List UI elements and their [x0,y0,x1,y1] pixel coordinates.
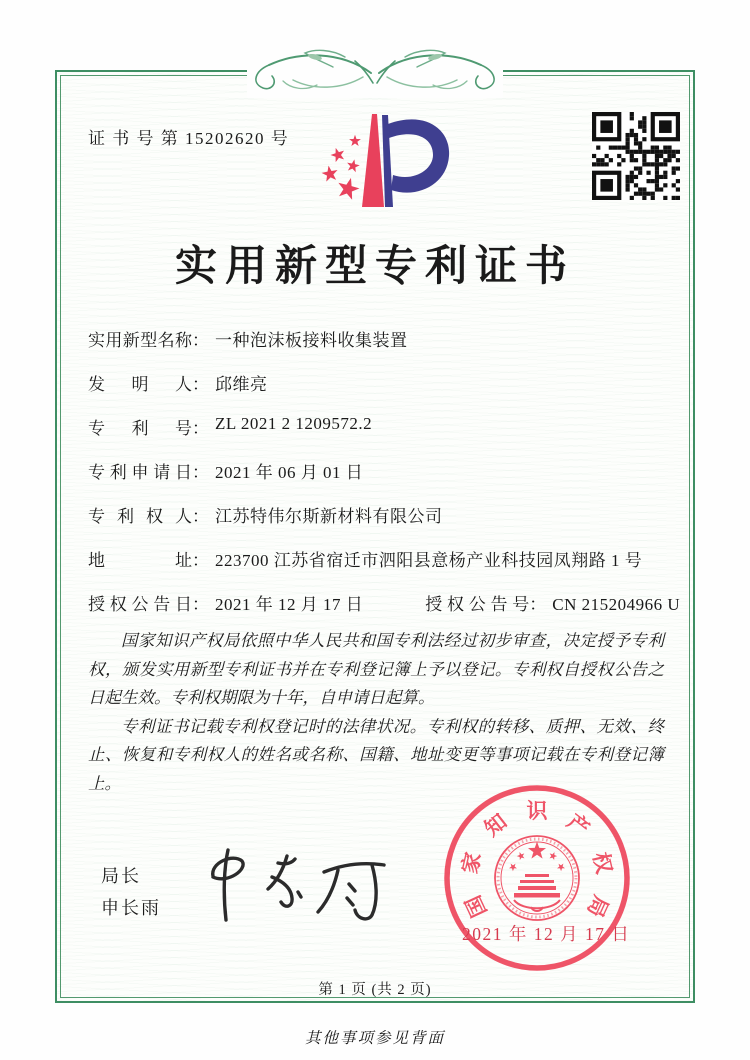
legal-paragraph-1: 国家知识产权局依照中华人民共和国专利法经过初步审查，决定授予专利权，颁发实用新型专利证书并在专利登记簿上予以登记。专利权自授权公告之日起生效。专利权期限为十年，自申请日起算。 [88,631,664,708]
director-name: 申长雨 [101,898,161,918]
page-number: 第 1 页 (共 2 页) [318,982,432,998]
seal-char: 局 [582,891,614,921]
seal-char: 权 [588,849,617,876]
field-row-filing-date: 专利申请日 ： 2021 年 06 月 01 日 [88,458,668,502]
field-value: 2021 年 06 月 01 日 [215,463,364,482]
field-value: ZL 2021 2 1209572.2 [215,414,373,433]
floral-flourish-icon [247,44,503,98]
handwritten-signature-icon [198,836,396,928]
field-label: 地址 [88,551,192,570]
seal-char: 识 [526,799,548,823]
seal-char: 家 [457,849,486,876]
field-label: 授权公告号 [425,595,530,614]
grant-date-pair: 授权公告日： 2021 年 12 月 17 日 [88,590,363,615]
field-label: 专利权人 [88,507,192,526]
field-label: 实用新型名称 [88,331,192,350]
certificate-title: 实用新型专利证书 [174,244,575,290]
back-side-note: 其他事项参见背面 [304,1030,445,1047]
legal-text [88,627,664,799]
seal-char: 产 [562,809,594,842]
field-row-inventor: 发明人 ： 邱维亮 [88,370,668,414]
legal-paragraph-2: 专利证书记载专利权登记时的法律状况。专利权的转移、质押、无效、终止、恢复和专利权人的姓名或名称、国籍、地址变更等事项记载在专利登记簿上。 [88,716,664,793]
field-value: 邱维亮 [215,375,268,394]
field-value: 2021 年 12 月 17 日 [215,595,364,614]
field-row-address: 地址 ： 223700 江苏省宿迁市泗阳县意杨产业科技园凤翔路 1 号 [88,546,668,590]
certificate-number: 证 书 号 第 15202620 号 [88,129,290,148]
qr-code-icon [592,112,680,200]
field-value: CN 215204966 U [552,595,681,614]
field-list [88,326,681,634]
director-block [101,860,161,924]
field-row-patentee: 专利权人 ： 江苏特伟尔斯新材料有限公司 [88,502,668,546]
field-value: 一种泡沫板接料收集装置 [215,331,408,350]
seal-date: 2021 年 12 月 17 日 [462,924,631,944]
field-label: 专利申请日 [88,463,192,482]
field-label: 授权公告日 [88,595,192,614]
field-value: 江苏特伟尔斯新材料有限公司 [215,507,443,526]
field-label: 发明人 [88,375,192,394]
field-row-name: 实用新型名称 ： 一种泡沫板接料收集装置 [88,326,668,370]
field-value: 223700 江苏省宿迁市泗阳县意杨产业科技园凤翔路 1 号 [215,551,643,570]
grant-no-pair: 授权公告号： CN 215204966 U [425,590,680,615]
seal-char: 国 [460,891,492,921]
director-title: 局长 [101,866,141,886]
field-row-patent-no: 专利号 ： ZL 2021 2 1209572.2 [88,414,373,438]
cnipa-logo-icon [298,110,452,216]
field-label: 专利号 [88,419,192,438]
seal-char: 知 [480,809,512,842]
